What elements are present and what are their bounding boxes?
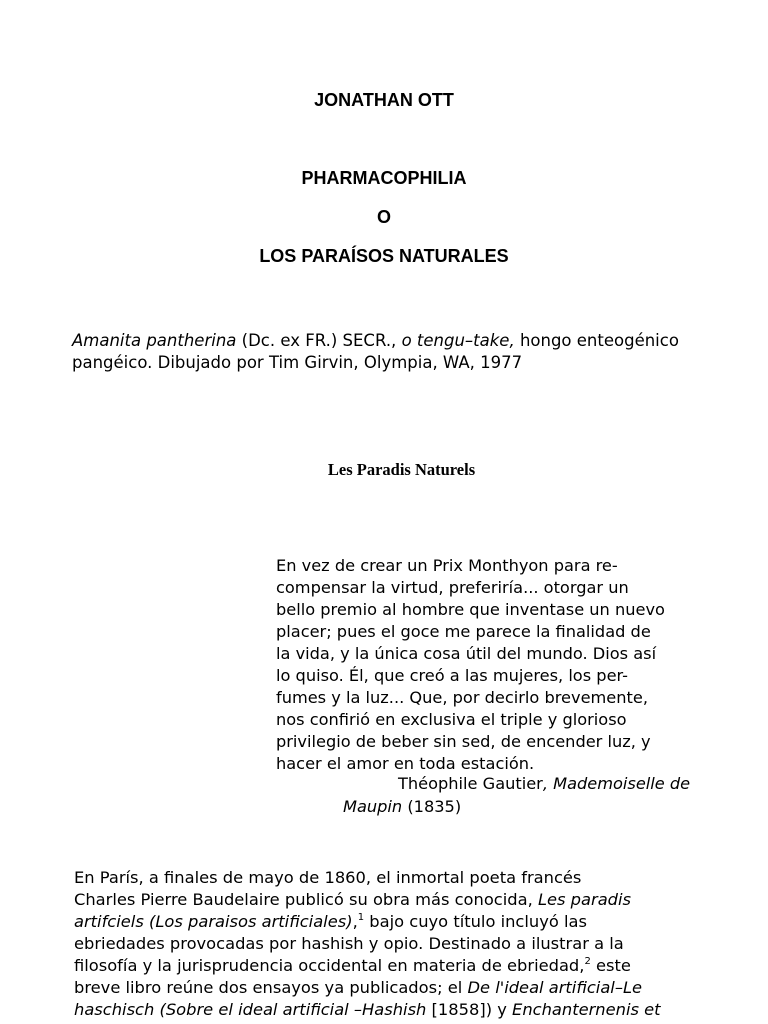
epigraph-line: placer; pues el goce me parece la finalidad de	[276, 622, 651, 641]
epigraph-line: nos confirió en exclusiva el triple y glorioso	[276, 710, 627, 729]
attribution-year: (1835)	[402, 797, 462, 816]
caption-common-name: o tengu–take,	[401, 331, 515, 350]
epigraph-attribution-cont	[343, 797, 461, 816]
book-subtitle: LOS PARAÍSOS NATURALES	[259, 246, 509, 266]
title-conjunction: O	[376, 207, 391, 227]
epigraph-line: fumes y la luz... Que, por decirlo brevemente,	[276, 688, 648, 707]
attribution-work-cont: Maupin	[343, 797, 403, 816]
body-line: artifciels (Los paraisos artificiales),$^1$ bajo cuyo título incluyó las	[74, 912, 587, 931]
caption-rest: hongo enteogénico pangéico. Dibujado por Tim Girvin, Olympia, WA, 1977	[72, 331, 679, 372]
epigraph-attribution	[398, 774, 690, 793]
footnote-ref[interactable]: 2	[584, 956, 591, 967]
body-line: breve libro reúne dos ensayos ya publicados; el De l'ideal artificial–Le	[74, 978, 643, 997]
author-heading: JONATHAN OTT	[314, 90, 454, 110]
epigraph-line: En vez de crear un Prix Monthyon para re-	[276, 556, 618, 575]
book-title: PHARMACOPHILIA	[301, 168, 467, 188]
attribution-author: Théophile Gautier	[398, 774, 543, 793]
footnote-ref[interactable]: 1	[357, 912, 365, 923]
epigraph-line: lo quiso. Él, que creó a las mujeres, los per-	[276, 666, 628, 685]
epigraph-line: bello premio al hombre que inventase un nuevo	[276, 600, 665, 619]
attribution-work: , Mademoiselle de	[542, 774, 691, 793]
body-line: ebriedades provocadas por hashish y opio. Destinado a ilustrar a la	[74, 934, 624, 953]
epigraph-line: privilegio de beber sin sed, de encender luz, y	[276, 732, 651, 751]
section-title: Les Paradis Naturels	[327, 460, 476, 479]
caption-species: Amanita pantherina	[72, 331, 237, 350]
body-line: filosofía y la jurisprudencia occidental en materia de ebriedad,$^2$ este	[74, 956, 631, 975]
epigraph-line: la vida, y la única cosa útil del mundo. Dios así	[276, 644, 657, 663]
epigraph-line: compensar la virtud, preferiría... otorgar un	[276, 578, 629, 597]
epigraph-quote	[276, 555, 746, 775]
body-line: Charles Pierre Baudelaire publicó su obra más conocida, Les paradis	[74, 890, 632, 909]
epigraph-line: hacer el amor en toda estación.	[276, 754, 535, 773]
illustration-caption	[72, 330, 732, 374]
body-text	[74, 867, 734, 1021]
caption-authority: (Dc. ex FR.) SECR.,	[236, 331, 402, 350]
body-line: En París, a finales de mayo de 1860, el inmortal poeta francés	[74, 868, 582, 887]
body-line: haschisch (Sobre el ideal artificial –Hashish [1858]) y Enchanternenis et	[74, 1000, 661, 1019]
